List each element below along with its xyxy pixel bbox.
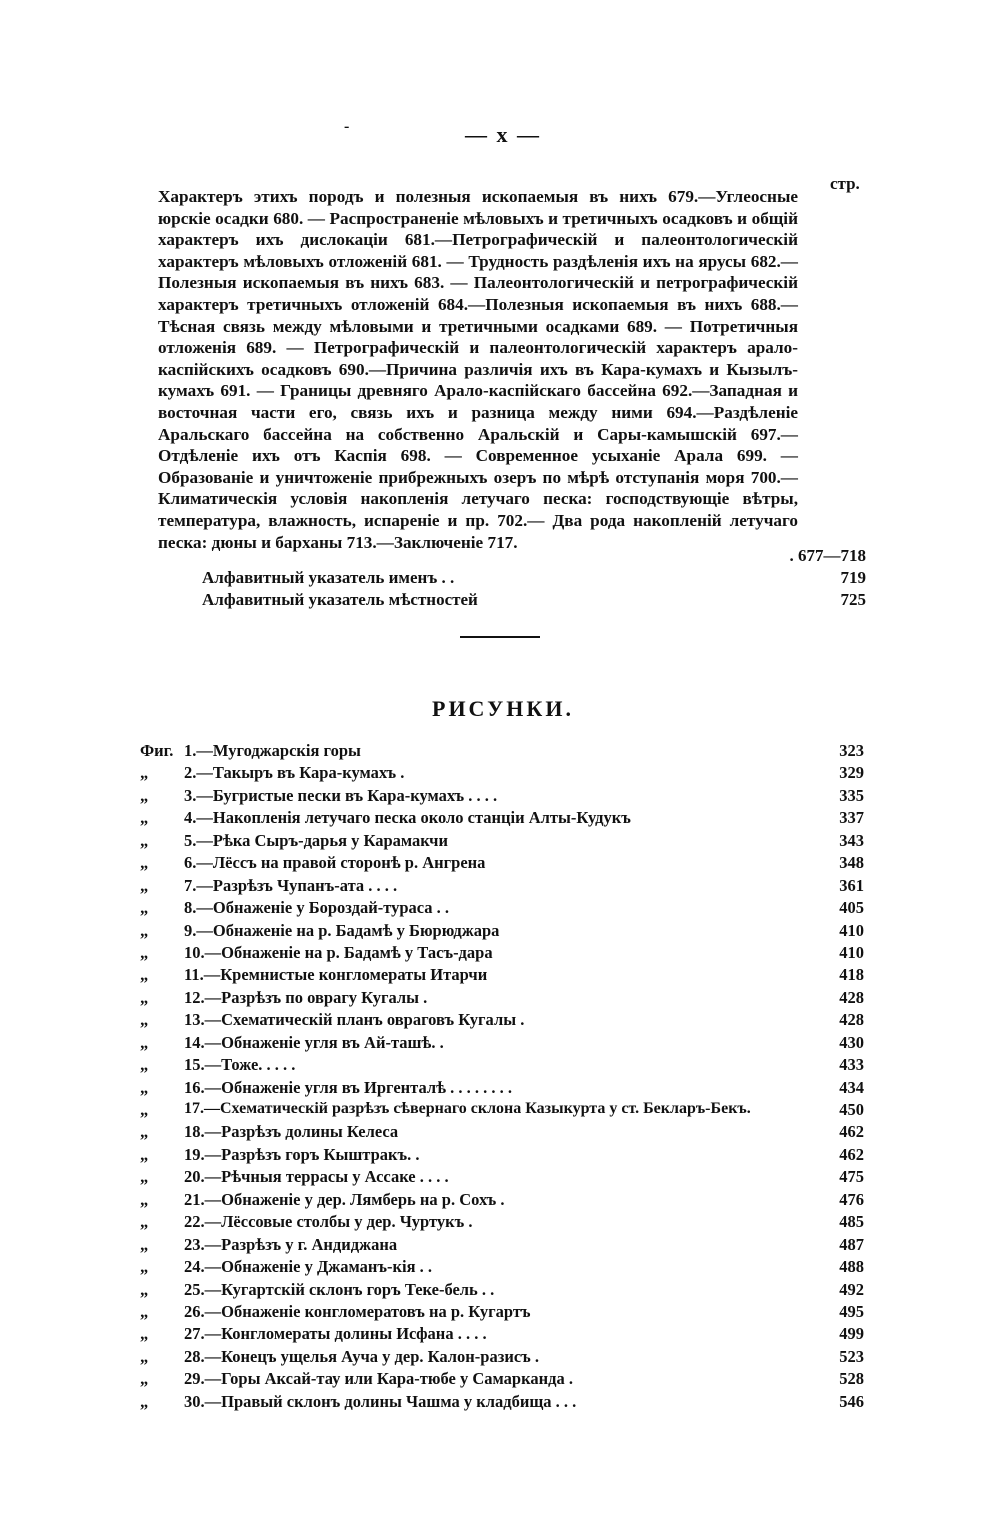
figure-prefix: „: [140, 1346, 149, 1366]
figure-prefix: „: [140, 763, 149, 783]
figure-entry: [140, 1100, 864, 1122]
index-label: Алфавитный указатель мѣстностей: [202, 590, 478, 609]
figure-caption: 27.—Конгломераты долины Исфана . . . .: [184, 1324, 487, 1344]
figure-prefix: „: [140, 1010, 149, 1030]
figure-caption: 13.—Схематическій планъ овраговъ Кугалы .: [184, 1010, 525, 1030]
figure-caption: 2.—Такыръ въ Кара-кумахъ .: [184, 763, 405, 783]
figure-caption: 25.—Кугартскій склонъ горъ Теке-бель . .: [184, 1279, 495, 1299]
figure-page: 546: [839, 1391, 864, 1411]
figure-caption: 3.—Бугристые пески въ Кара-кумахъ . . . .: [184, 785, 498, 805]
figure-page: 488: [839, 1257, 864, 1277]
figure-entry: [140, 965, 864, 987]
page-column-label: стр.: [830, 174, 860, 193]
figure-entry: [140, 1280, 864, 1302]
figure-caption: 17.—Схематическій разрѣзъ сѣвернаго склона Казыкурта у ст. Бекларъ-Бекъ.: [184, 1100, 751, 1117]
figure-page: 335: [839, 785, 864, 805]
figure-entry: [140, 1078, 864, 1100]
figure-prefix: „: [140, 1100, 149, 1119]
figure-page: 428: [839, 1010, 864, 1030]
figure-page: 329: [839, 763, 864, 783]
contents-paragraph: Характеръ этихъ породъ и полезныя ископаемыя въ нихъ 679.—Углеосные юрскіе осадки 680. — Распространеніе мѣловыхъ и третичныхъ осадковъ и общій характеръ ихъ дислокаціи 681.—Петрографическій и палеонтологическій характеръ мѣловыхъ отложеній 681. — Трудность раздѣленія ихъ на ярусы 682.—Полезныя ископаемыя въ нихъ 683. — Палеонтологическій и петрографическій характеръ третичныхъ отложеній 684.—Полезныя ископаемыя въ нихъ 688.—Тѣсная связь между мѣловыми и третичными осадками 689. — Потретичныя отложенія 689. — Петрографическій и палеонтологическій характеръ арало-каспійскихъ осадковъ 690.—Причина различія ихъ въ Кара-кумахъ и Кызылъ-кумахъ 691. — Границы древняго Арало-каспійскаго бассейна 692.—Западная и восточная части его, связь ихъ и разница между ними 694.—Раздѣленіе Аральскаго бассейна на собственно Аральскій и Сары-камышскій 697.—Отдѣленіе ихъ отъ Каспія 698. — Современное усыханіе Арала 699. — Образованіе и уничтоженіе прибрежныхъ озеръ по мѣрѣ отступанія моря 700.—Климатическія условія накопленія летучаго песка: господствующіе вѣтры, температура, влажность, испареніе и пр. 702.— Два рода накопленій летучаго песка: дюны и барханы 713.—Заключеніе 717.: [158, 187, 798, 552]
index-label: Алфавитный указатель именъ . .: [202, 568, 455, 587]
figure-page: 492: [839, 1279, 864, 1299]
index-entry-places: [202, 590, 866, 612]
figure-caption: 1.—Мугоджарскія горы: [184, 741, 361, 760]
figure-prefix: Фиг.: [140, 741, 174, 760]
figure-prefix: „: [140, 808, 149, 828]
figure-entry: [140, 1324, 864, 1346]
figure-caption: 11.—Кремнистые конгломераты Итарчи: [184, 965, 488, 985]
figure-prefix: „: [140, 1122, 149, 1142]
figure-entry: [140, 853, 864, 875]
figure-entry: [140, 831, 864, 853]
figure-page: 450: [839, 1100, 864, 1119]
figure-prefix: „: [140, 1279, 149, 1299]
figure-page: 428: [839, 987, 864, 1007]
figure-prefix: „: [140, 1077, 149, 1097]
figure-prefix: „: [140, 987, 149, 1007]
figure-caption: 19.—Разрѣзъ горъ Кыштракъ. .: [184, 1144, 420, 1164]
index-page: 725: [840, 590, 866, 609]
figure-page: 476: [839, 1189, 864, 1209]
figure-prefix: „: [140, 1032, 149, 1052]
figure-entry: [140, 1145, 864, 1167]
figure-caption: 20.—Рѣчныя террасы у Ассаке . . . .: [184, 1167, 449, 1187]
figure-page: 499: [839, 1324, 864, 1344]
figure-page: 418: [839, 965, 864, 985]
figure-page: 523: [839, 1346, 864, 1366]
figure-caption: 24.—Обнаженіе у Джаманъ-кія . .: [184, 1257, 433, 1277]
figure-prefix: „: [140, 1324, 149, 1344]
figure-caption: 10.—Обнаженіе на р. Бадамѣ у Тасъ-дара: [184, 942, 493, 962]
figure-caption: 26.—Обнаженіе конгломератовъ на р. Кугартъ: [184, 1301, 531, 1321]
figure-caption: 22.—Лёссовые столбы у дер. Чуртукъ .: [184, 1212, 473, 1232]
figure-entry: [140, 763, 864, 785]
figure-entry: [140, 1122, 864, 1144]
figure-prefix: „: [140, 1167, 149, 1187]
figure-page: 462: [839, 1144, 864, 1164]
figure-page: 405: [839, 898, 864, 918]
figure-prefix: „: [140, 853, 149, 873]
figure-prefix: „: [140, 1257, 149, 1277]
figure-entry: [140, 1033, 864, 1055]
header-mark: -: [344, 118, 350, 135]
section-divider: [460, 636, 540, 638]
figure-page: 337: [839, 808, 864, 828]
figure-entry: [140, 741, 864, 763]
figure-caption: 4.—Накопленія летучаго песка около станціи Алты-Кудукъ: [184, 808, 631, 828]
figure-caption: 6.—Лёссъ на правой сторонѣ р. Ангрена: [184, 853, 486, 873]
figure-prefix: „: [140, 1144, 149, 1164]
figure-prefix: „: [140, 1234, 149, 1254]
figure-caption: 30.—Правый склонъ долины Чашма у кладбища . . .: [184, 1391, 577, 1411]
figure-page: 475: [839, 1167, 864, 1187]
figure-entry: [140, 1302, 864, 1324]
figure-prefix: „: [140, 1301, 149, 1321]
figure-page: 410: [839, 920, 864, 940]
figure-entry: [140, 876, 864, 898]
figure-entry: [140, 808, 864, 830]
figure-page: 495: [839, 1301, 864, 1321]
figure-caption: 7.—Разрѣзъ Чупанъ-ата . . . .: [184, 875, 398, 895]
figure-caption: 5.—Рѣка Сыръ-дарья у Карамакчи: [184, 830, 448, 850]
figure-prefix: „: [140, 1369, 149, 1389]
figure-caption: 29.—Горы Аксай-тау или Кара-тюбе у Самарканда .: [184, 1369, 573, 1389]
figure-entry: [140, 988, 864, 1010]
figure-entry: [140, 1369, 864, 1391]
figure-page: 528: [839, 1369, 864, 1389]
figure-caption: 14.—Обнаженіе угля въ Ай-ташѣ. .: [184, 1032, 444, 1052]
figure-page: 410: [839, 942, 864, 962]
figures-title: РИСУНКИ.: [432, 696, 574, 721]
figure-entry: [140, 943, 864, 965]
figure-caption: 16.—Обнаженіе угля въ Иргенталѣ . . . . . . . .: [184, 1077, 513, 1097]
figure-prefix: „: [140, 830, 149, 850]
figure-prefix: „: [140, 875, 149, 895]
figure-entry: [140, 898, 864, 920]
figure-prefix: „: [140, 920, 149, 940]
figure-prefix: „: [140, 1391, 149, 1411]
figure-page: 323: [839, 741, 864, 760]
figure-page: 361: [839, 875, 864, 895]
figure-prefix: „: [140, 942, 149, 962]
figure-caption: 23.—Разрѣзъ у г. Андиджана: [184, 1234, 398, 1254]
figure-entry: [140, 1347, 864, 1369]
figure-prefix: „: [140, 898, 149, 918]
figure-entry: [140, 1190, 864, 1212]
figure-caption: 8.—Обнаженіе у Бороздай-тураса . .: [184, 898, 450, 918]
figure-entry: [140, 786, 864, 808]
figures-list: [140, 741, 864, 1414]
figure-page: 348: [839, 853, 864, 873]
figure-prefix: „: [140, 785, 149, 805]
figure-page: 433: [839, 1055, 864, 1075]
figure-caption: 12.—Разрѣзъ по оврагу Кугалы .: [184, 987, 428, 1007]
figure-caption: 21.—Обнаженіе у дер. Лямберь на р. Сохъ .: [184, 1189, 505, 1209]
figure-prefix: „: [140, 1189, 149, 1209]
figure-entry: [140, 1167, 864, 1189]
contents-paragraph-pages: . 677—718: [789, 546, 866, 565]
figure-page: 462: [839, 1122, 864, 1142]
figure-entry: [140, 1212, 864, 1234]
figure-page: 487: [839, 1234, 864, 1254]
index-page: 719: [840, 568, 866, 587]
figure-entry: [140, 921, 864, 943]
figure-caption: 18.—Разрѣзъ долины Келеса: [184, 1122, 399, 1142]
figure-prefix: „: [140, 1055, 149, 1075]
page-number-header: — x —: [465, 122, 541, 147]
figure-entry: [140, 1235, 864, 1257]
figure-page: 485: [839, 1212, 864, 1232]
index-entry-names: [202, 568, 866, 590]
figure-entry: [140, 1010, 864, 1032]
figure-entry: [140, 1392, 864, 1414]
figure-prefix: „: [140, 965, 149, 985]
figure-page: 430: [839, 1032, 864, 1052]
figure-entry: [140, 1257, 864, 1279]
figure-caption: 15.—Тоже. . . . .: [184, 1055, 296, 1075]
figure-page: 434: [839, 1077, 864, 1097]
figure-caption: 28.—Конецъ ущелья Ауча у дер. Калон-разисъ .: [184, 1346, 540, 1366]
figure-entry: [140, 1055, 864, 1077]
figure-page: 343: [839, 830, 864, 850]
figure-caption: 9.—Обнаженіе на р. Бадамѣ у Бюрюджара: [184, 920, 500, 940]
figure-prefix: „: [140, 1212, 149, 1232]
